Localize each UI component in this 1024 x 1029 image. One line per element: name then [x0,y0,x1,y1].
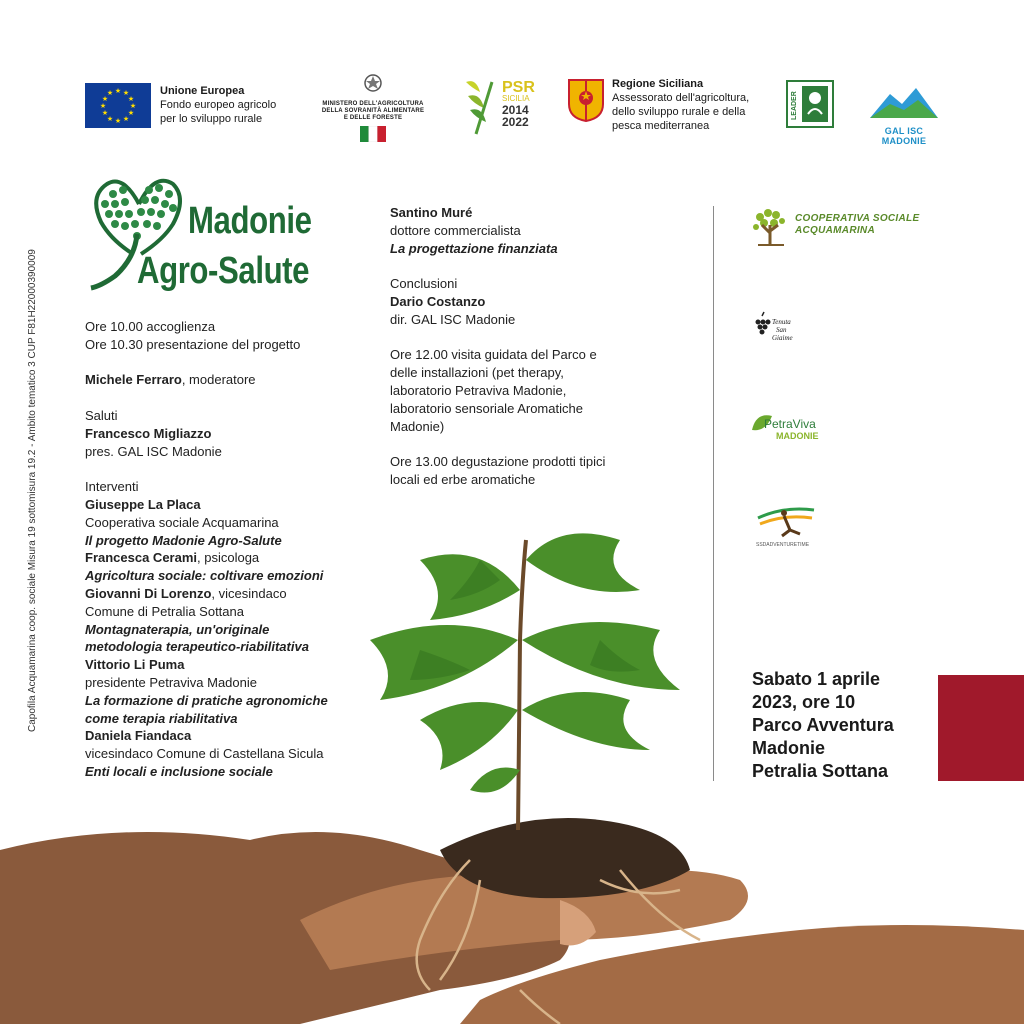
petraviva-label: PetraViva [764,417,816,431]
italy-flag-icon [360,126,386,142]
tenuta-san-giaime-logo [750,310,800,350]
conclusioni-name: Dario Costanzo [390,293,486,309]
visit-line1: Ore 12.00 visita guidata del Parco e [390,347,597,363]
petraviva-logo [750,410,830,446]
svg-text:★: ★ [106,89,114,97]
psr-years-bottom: 2022 [502,115,529,129]
speaker5-role: vicesindaco Comune di Castellana Sicula [85,746,324,762]
speaker6-talk: La progettazione finanziata [390,240,558,256]
leader-logo [786,80,834,128]
acquamarina-line1: COOPERATIVA SOCIALE [795,213,920,224]
svg-text:★: ★ [127,109,135,117]
conclusioni-heading: Conclusioni [390,276,458,292]
ministry-line3: E DELLE FORESTE [343,115,403,121]
leader-label: LEADER [791,91,798,120]
ministry-line2: DELLA SOVRANITÀ ALIMENTARE [321,108,425,114]
tenuta-line2: San [776,326,787,334]
visit-line3: laboratorio Petraviva Madonie, [390,382,567,398]
event-line1: Sabato 1 aprile [752,669,881,689]
emblem-icon [363,72,383,94]
ministry-logo [315,72,431,142]
svg-text:★: ★ [101,109,109,117]
speaker3-talk2: metodologia terapeutico-riabilitativa [85,639,309,655]
visit-line4: laboratorio sensoriale Aromatiche [390,400,583,416]
speaker5-talk: Enti locali e inclusione sociale [85,763,273,779]
tenuta-line1: Tenuta [772,318,791,326]
ministry-line1: MINISTERO DELL'AGRICOLTURA [322,101,424,107]
moderator [85,371,385,389]
funding-side-note: Capofila Acquamarina coop. sociale Misura 19 sottomisura 19.2 - Ambito tematico 3 CUP F81H22000390009 [27,249,38,732]
eu-label [160,84,276,126]
speaker3-role: , vicesindaco [211,585,287,601]
eu-line2: Fondo europeo agricolo [160,99,277,111]
psr-region: SICILIA [502,94,530,103]
speaker4-talk2: come terapia riabilitativa [85,710,238,726]
saluti-role: pres. GAL ISC Madonie [85,443,222,459]
saluti-name: Francesco Migliazzo [85,425,212,441]
eu-title: Unione Europea [160,85,245,97]
speaker1-role: Cooperativa sociale Acquamarina [85,514,279,530]
regione-label [612,77,749,133]
speaker2-name: Francesca Cerami [85,550,198,566]
eu-line3: per lo sviluppo rurale [160,113,263,125]
event-line3: Parco Avventura [752,715,894,735]
speaker4-name: Vittorio Li Puma [85,657,185,673]
svg-text:★: ★ [114,87,122,95]
svg-text:★: ★ [127,95,135,103]
sapling-stem [518,540,526,830]
event-line4: Madonie [752,738,826,758]
speaker3-role2: Comune di Petralia Sottana [85,603,244,619]
hands-with-sapling-illustration [0,520,1024,1024]
moderator-name: Michele Ferraro [85,372,182,388]
welcome-time: Ore 10.00 accoglienza [85,319,216,334]
program-middle-column [390,204,690,489]
event-line5: Petralia Sottana [752,761,889,781]
saluti-heading: Saluti [85,407,118,423]
tenuta-line3: Giaime [772,334,793,342]
speaker1-talk: Il progetto Madonie Agro-Salute [85,532,282,548]
svg-text:★: ★ [122,89,130,97]
eu-flag-logo [85,83,151,128]
regione-siciliana-emblem [567,78,605,122]
speaker1-name: Giuseppe La Placa [85,496,201,512]
svg-text:★: ★ [129,102,137,110]
speaker5-name: Daniela Fiandaca [85,728,192,744]
speaker3-talk1: Montagnaterapia, un'originale [85,621,270,637]
title-line1: Madonie [188,200,312,242]
moderator-role: , moderatore [181,372,256,388]
regione-line2: Assessorato dell'agricoltura, [612,92,750,104]
svg-text:★: ★ [114,117,122,125]
presentation-time: Ore 10.30 presentazione del progetto [85,336,301,352]
psr-sicilia-logo [462,74,540,140]
acquamarina-line2: ACQUAMARINA [795,225,875,236]
acquamarina-label [795,213,919,237]
svg-text:★: ★ [122,115,130,123]
event-line2: 2023, ore 10 [752,692,856,712]
speaker4-talk1: La formazione di pratiche agronomiche [85,692,328,708]
speaker6-name: Santino Muré [390,205,473,220]
tasting-line2: locali ed erbe aromatiche [390,471,536,487]
petraviva-sub: MADONIE [776,431,819,441]
conclusioni-role: dir. GAL ISC Madonie [390,311,516,327]
psr-years-top: 2014 [502,103,529,117]
speaker3-name: Giovanni Di Lorenzo [85,585,212,601]
tree-icon [750,205,794,249]
svg-text:★: ★ [106,115,114,123]
speaker2-talk: Agricoltura sociale: coltivare emozioni [85,568,324,584]
regione-title: Regione Siciliana [612,78,704,90]
gal-label: GAL ISC MADONIE [881,126,927,146]
tasting-line1: Ore 13.00 degustazione prodotti tipici [390,454,606,470]
adventure-label: SSDADVENTURETIME [756,542,810,548]
title-line2: Agro-Salute [137,250,310,292]
interventi-heading: Interventi [85,479,139,495]
visit-line2: delle installazioni (pet therapy, [390,365,564,381]
visit-line5: Madonie) [390,418,445,434]
gal-isc-madonie-logo [868,82,940,146]
speaker6-role: dottore commercialista [390,222,521,238]
regione-line3: dello sviluppo rurale e della [612,106,746,118]
svg-text:★: ★ [99,102,107,110]
regione-line4: pesca mediterranea [612,120,710,132]
speaker2-role: , psicologa [197,550,260,566]
psr-title: PSR [502,79,535,96]
svg-text:★: ★ [101,95,109,103]
speaker4-role: presidente Petraviva Madonie [85,674,257,690]
